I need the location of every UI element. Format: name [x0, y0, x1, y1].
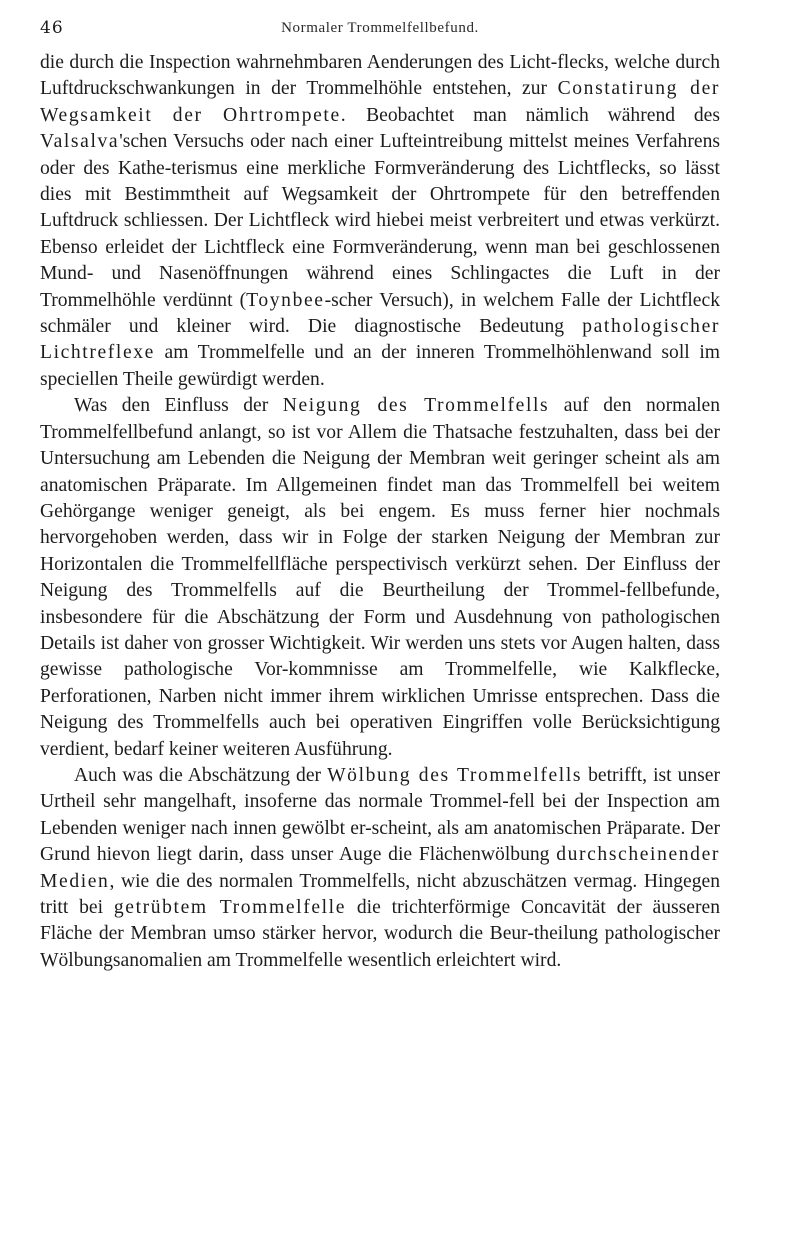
text-run: 'schen Versuchs oder nach einer Lufteintreibung mittelst meines Verfahrens oder des Kathe-terismus eine merkliche Formveränderung des Lichtflecks, so lässt dies mit Bestimmtheit auf Wegsamkeit der Ohrtrompete für den betreffenden Luftdruck schliessen. Der Lichtfleck wird hiebei meist verbreitert und etwas verkürzt. Ebenso erleidet der Lichtfleck eine Formveränderung, wenn man bei geschlossenen Mund- und Nasenöffnungen während eines Schlingactes die Luft in der Trommelhöhle verdünnt (: [40, 131, 720, 311]
emphasized-text: Constatirung der Wegsamkeit der Ohrtrompete.: [40, 78, 721, 126]
emphasized-text: Wölbung des Trommelfells: [327, 764, 583, 786]
emphasized-text: pathologischer Lichtreflexe: [40, 316, 720, 364]
text-run: die durch die Inspection wahrnehmbaren Aenderungen des Licht-flecks, welche durch Luftdruckschwankungen in der Trommelhöhle entstehen, zur: [40, 52, 720, 100]
text-run: die trichterförmige Concavität der äusseren Fläche der Membran umso stärker hervor, wodurch die Beur-theilung pathologischer Wölbungsanomalien am Trommelfelle wesentlich erleichtert wird.: [40, 897, 720, 971]
emphasized-text: Valsalva: [40, 131, 120, 153]
text-run: betrifft, ist unser Urtheil sehr mangelhaft, insoferne das normale Trommel-fell bei der Inspection am Lebenden weniger nach innen gewölbt er-scheint, als am anatomischen Präparate. Der Grund hievon liegt darin, dass unser Auge die Flächenwölbung: [40, 764, 721, 866]
emphasized-text: durchscheinender Medien: [40, 844, 720, 892]
running-title: Normaler Trommelfellbefund.: [281, 20, 479, 36]
paragraph-woelbung: [40, 763, 720, 974]
paragraph-inspection-lichtfleck: [40, 50, 720, 393]
text-run: Beobachtet man nämlich während des: [347, 104, 720, 126]
text-run: Was den Einfluss der: [74, 395, 283, 417]
body-text: [40, 50, 720, 974]
text-run: am Trommelfelle und an der inneren Trommelhöhlenwand soll im speciellen Theile gewürdigt werden.: [40, 342, 720, 390]
page-number: 46: [40, 18, 64, 38]
emphasized-text: getrübtem Trommelfelle: [113, 897, 347, 918]
paragraph-neigung: [40, 393, 720, 763]
text-run: -scher Versuch), in welchem Falle der Lichtfleck schmäler und kleiner wird. Die diagnostische Bedeutung: [40, 289, 720, 338]
text-run: Auch was die Abschätzung der: [74, 764, 328, 786]
text-run: , wie die des normalen Trommelfells, nicht abzuschätzen vermag. Hingegen tritt bei: [40, 870, 720, 918]
book-page: [40, 12, 720, 974]
emphasized-text: Neigung des Trommelfells: [282, 395, 550, 417]
emphasized-text: Toynbee: [246, 289, 325, 311]
running-head: [40, 12, 720, 42]
text-run: auf den normalen Trommelfellbefund anlangt, so ist vor Allem die Thatsache festzuhalten, dass bei der Untersuchung am Lebenden die Neigung der Membran weit geringer scheint als am anatomischen Präparate. Im Allgemeinen findet man das Trommelfell bei weitem Gehörgange weniger geneigt, als bei engem. Es muss ferner hier nochmals hervorgehoben werden, dass wir in Folge der starken Neigung der Membran zur Horizontalen die Trommelfellfläche perspectivisch verkürzt sehen. Der Einfluss der Neigung des Trommelfells auf die Beurtheilung der Trommel-fellbefunde, insbesondere für die Abschätzung der Form und Ausdehnung von pathologischen Details ist daher von grosser Wichtigkeit. Wir werden uns stets vor Augen halten, dass gewisse pathologische Vor-kommnisse am Trommelfelle, wie Kalkflecke, Perforationen, Narben nicht immer ihrem wirklichen Umrisse entsprechen. Dass die Neigung des Trommelfells auch bei operativen Eingriffen volle Berücksichtigung verdient, bedarf keiner weiteren Ausführung.: [40, 395, 721, 760]
